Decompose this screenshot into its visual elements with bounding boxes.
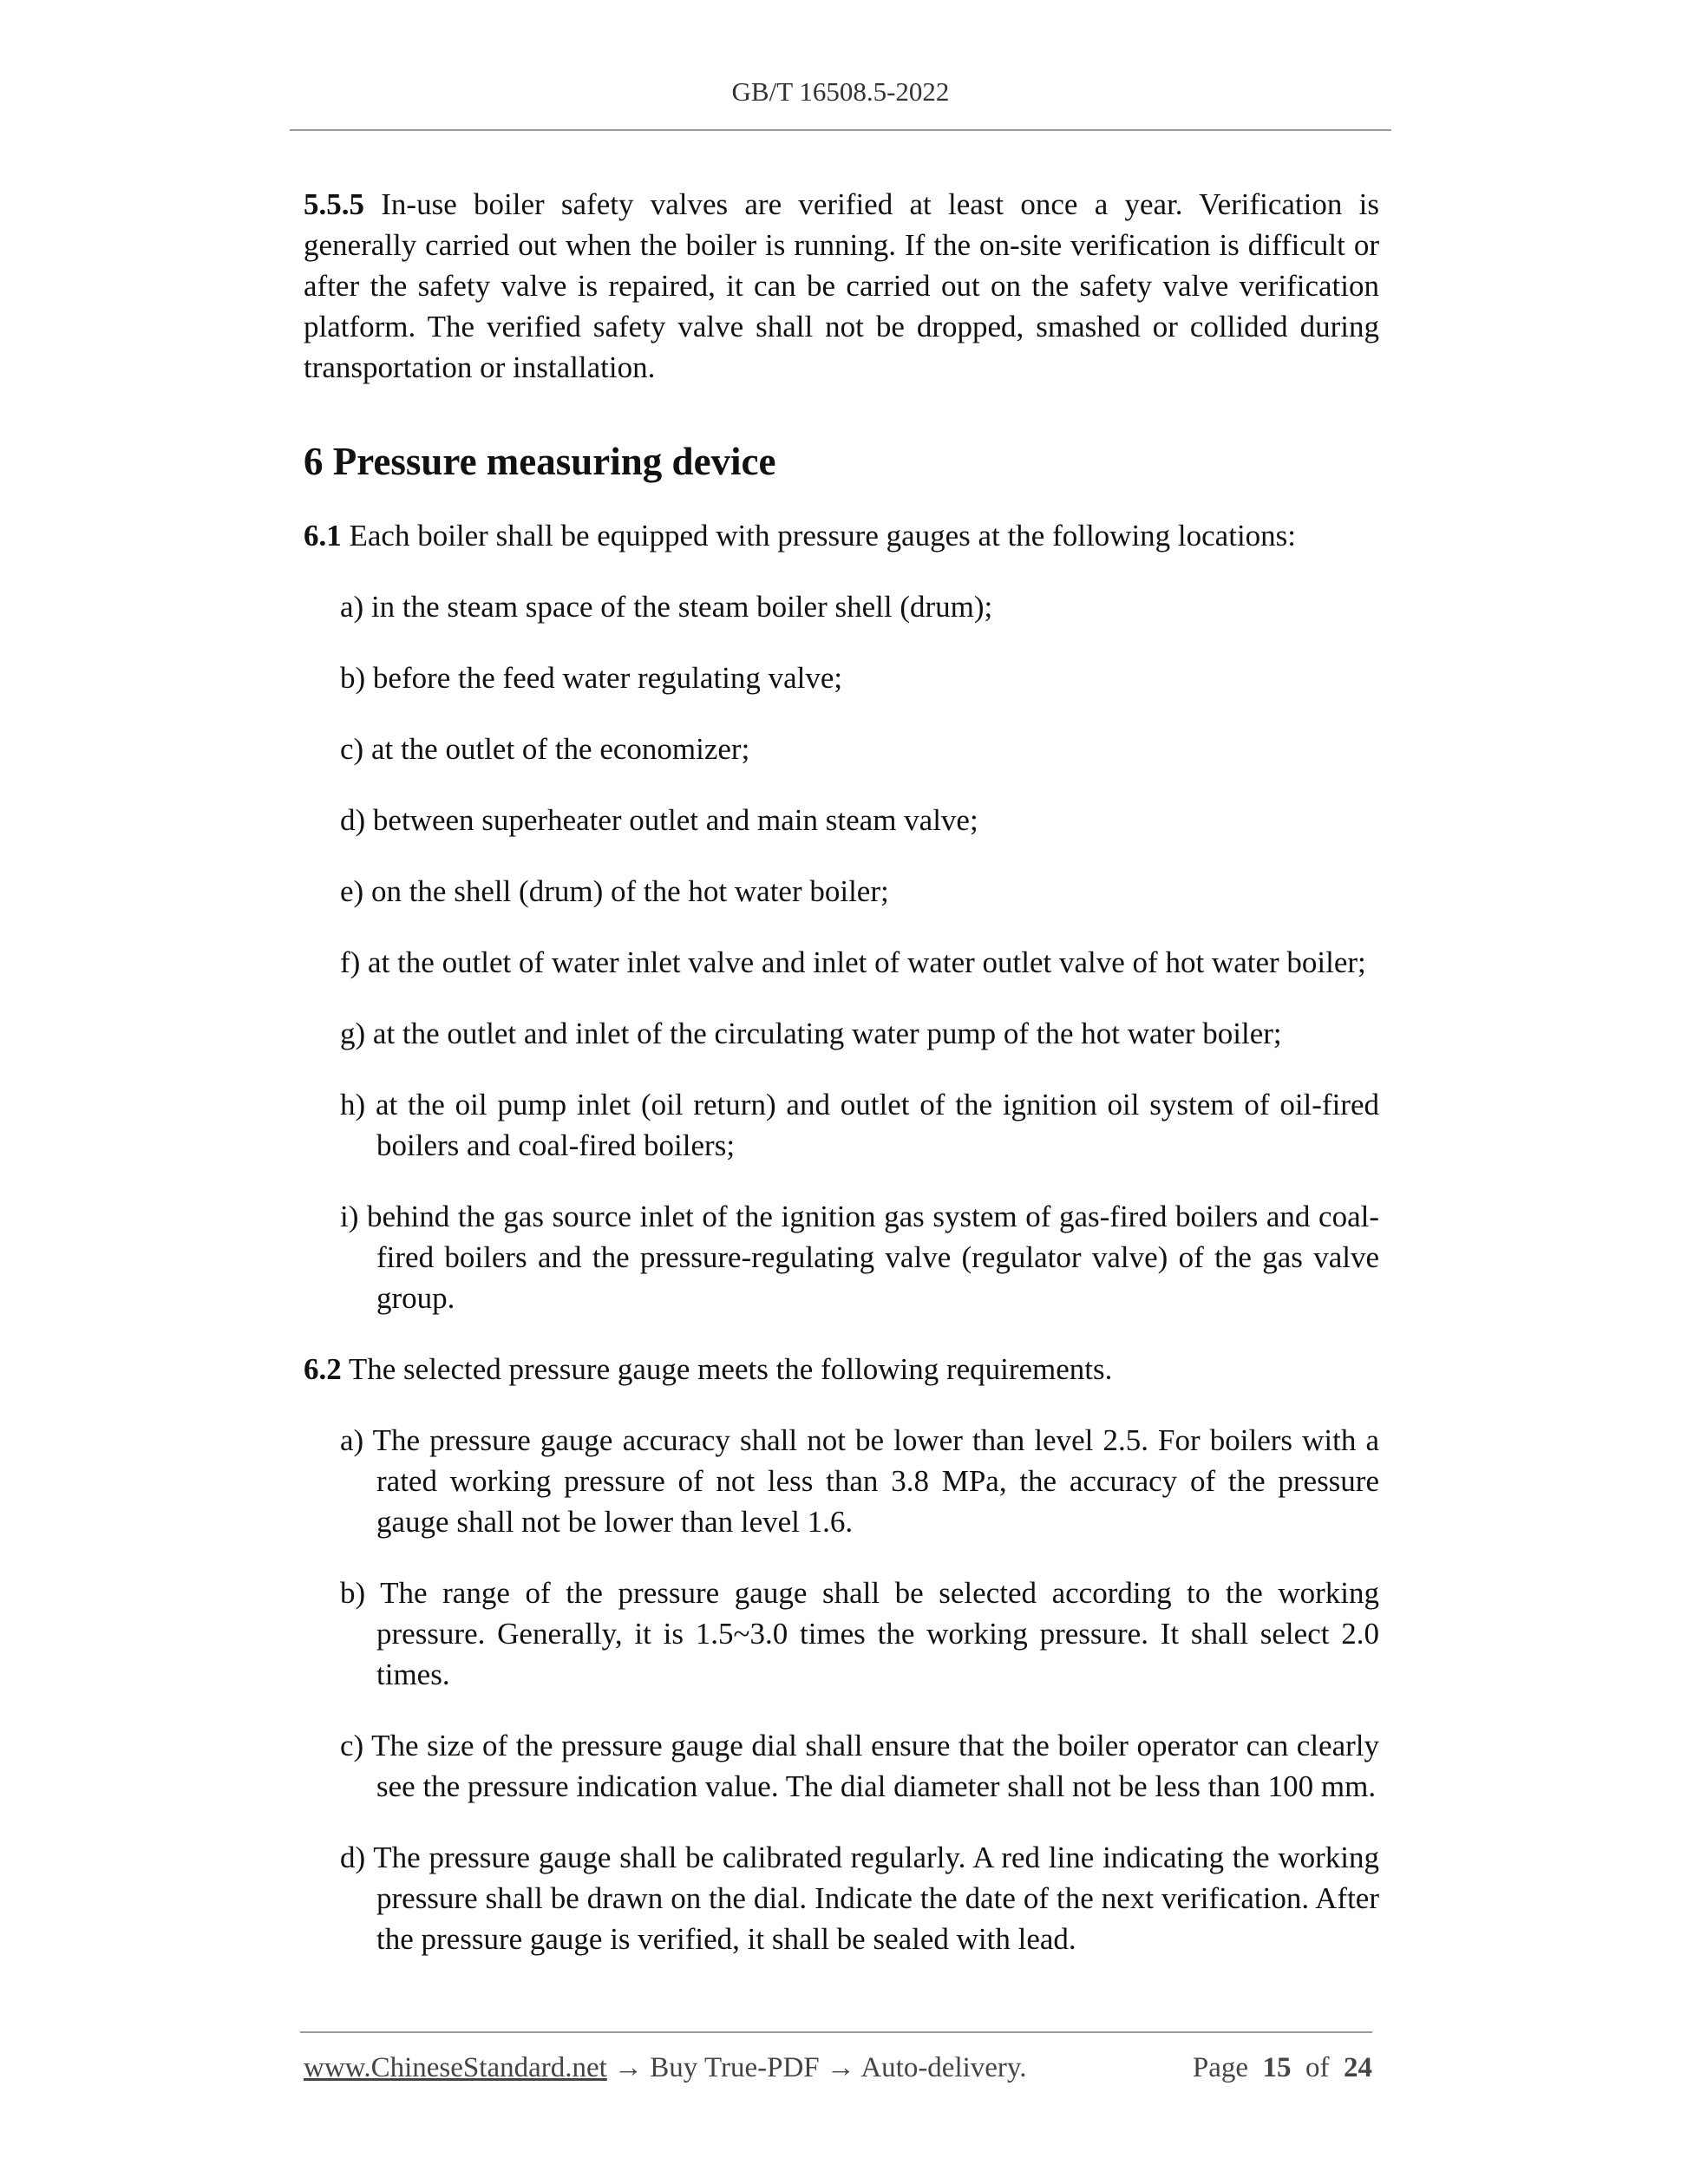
document-body	[304, 184, 1379, 1959]
list-item: c) at the outlet of the economizer;	[340, 732, 750, 766]
standard-id: GB/T 16508.5-2022	[731, 76, 950, 107]
section-title: 6 Pressure measuring device	[304, 440, 776, 483]
list-item: f) at the outlet of water inlet valve and inlet of water outlet valve of hot water boiler;	[340, 945, 1366, 979]
page-header	[290, 76, 1391, 108]
arrow-right-icon: →	[614, 2052, 644, 2083]
clause-6-1-list	[304, 586, 1379, 1318]
list-item: d) between superheater outlet and main steam valve;	[340, 803, 978, 837]
list-item: h) at the oil pump inlet (oil return) and outlet of the ignition oil system of oil-fired boilers and coal-fired boilers;	[340, 1088, 1379, 1162]
clause-number: 5.5.5	[304, 187, 364, 221]
clause-number: 6.2	[304, 1352, 342, 1386]
clause-text: In-use boiler safety valves are verified at least once a year. Verification is generally carried out when the boiler is running. If the on-site verification is difficult or after the safety valve is repaired, it can be carried out on the safety valve verification platform. The verified safety valve shall not be dropped, smashed or collided during transportation or installation.	[304, 187, 1379, 384]
list-item: d) The pressure gauge shall be calibrated regularly. A red line indicating the working pressure shall be drawn on the dial. Indicate the date of the next verification. After the pressure gauge is verified, it shall be sealed with lead.	[340, 1841, 1379, 1956]
clause-6-1	[304, 515, 1379, 556]
list-item: a) in the steam space of the steam boiler shell (drum);	[340, 590, 993, 624]
of-label: of	[1305, 2052, 1330, 2083]
page-label: Page	[1192, 2052, 1248, 2083]
clause-number: 6.1	[304, 519, 342, 553]
page-total: 24	[1344, 2052, 1372, 2083]
list-item: g) at the outlet and inlet of the circulating water pump of the hot water boiler;	[340, 1017, 1282, 1050]
footer-promo	[304, 2049, 1027, 2087]
site-link[interactable]: www.ChineseStandard.net	[304, 2052, 607, 2083]
list-item: b) The range of the pressure gauge shall be selected according to the working pressure. Generally, it is 1.5~3.0 times the working pressure. It shall select 2.0 times.	[340, 1576, 1379, 1691]
list-item: c) The size of the pressure gauge dial shall ensure that the boiler operator can clearly see the pressure indication value. The dial diameter shall not be less than 100 mm.	[340, 1729, 1379, 1803]
list-item: a) The pressure gauge accuracy shall not be lower than level 2.5. For boilers with a rated working pressure of not less than 3.8 MPa, the accuracy of the pressure gauge shall not be lower than level 1.6.	[340, 1423, 1379, 1539]
footer-divider	[300, 2031, 1372, 2033]
page-indicator	[1193, 2049, 1372, 2087]
page-current: 15	[1262, 2052, 1292, 2083]
clause-text: Each boiler shall be equipped with pressure gauges at the following locations:	[349, 519, 1297, 553]
clause-text: The selected pressure gauge meets the following requirements.	[348, 1352, 1113, 1386]
buy-text: Buy True-PDF	[650, 2052, 820, 2083]
arrow-right-icon: →	[826, 2052, 855, 2083]
list-item: b) before the feed water regulating valve;	[340, 661, 843, 695]
clause-5-5-5	[304, 184, 1379, 388]
list-item: e) on the shell (drum) of the hot water boiler;	[340, 874, 889, 908]
list-item: i) behind the gas source inlet of the ignition gas system of gas-fired boilers and coal-fired boilers and the pressure-regulating valve (regulator valve) of the gas valve group.	[340, 1200, 1379, 1315]
clause-6-2-list	[304, 1420, 1379, 1959]
delivery-text: Auto-delivery.	[860, 2052, 1027, 2083]
clause-6-2	[304, 1349, 1379, 1390]
header-divider	[290, 129, 1391, 131]
